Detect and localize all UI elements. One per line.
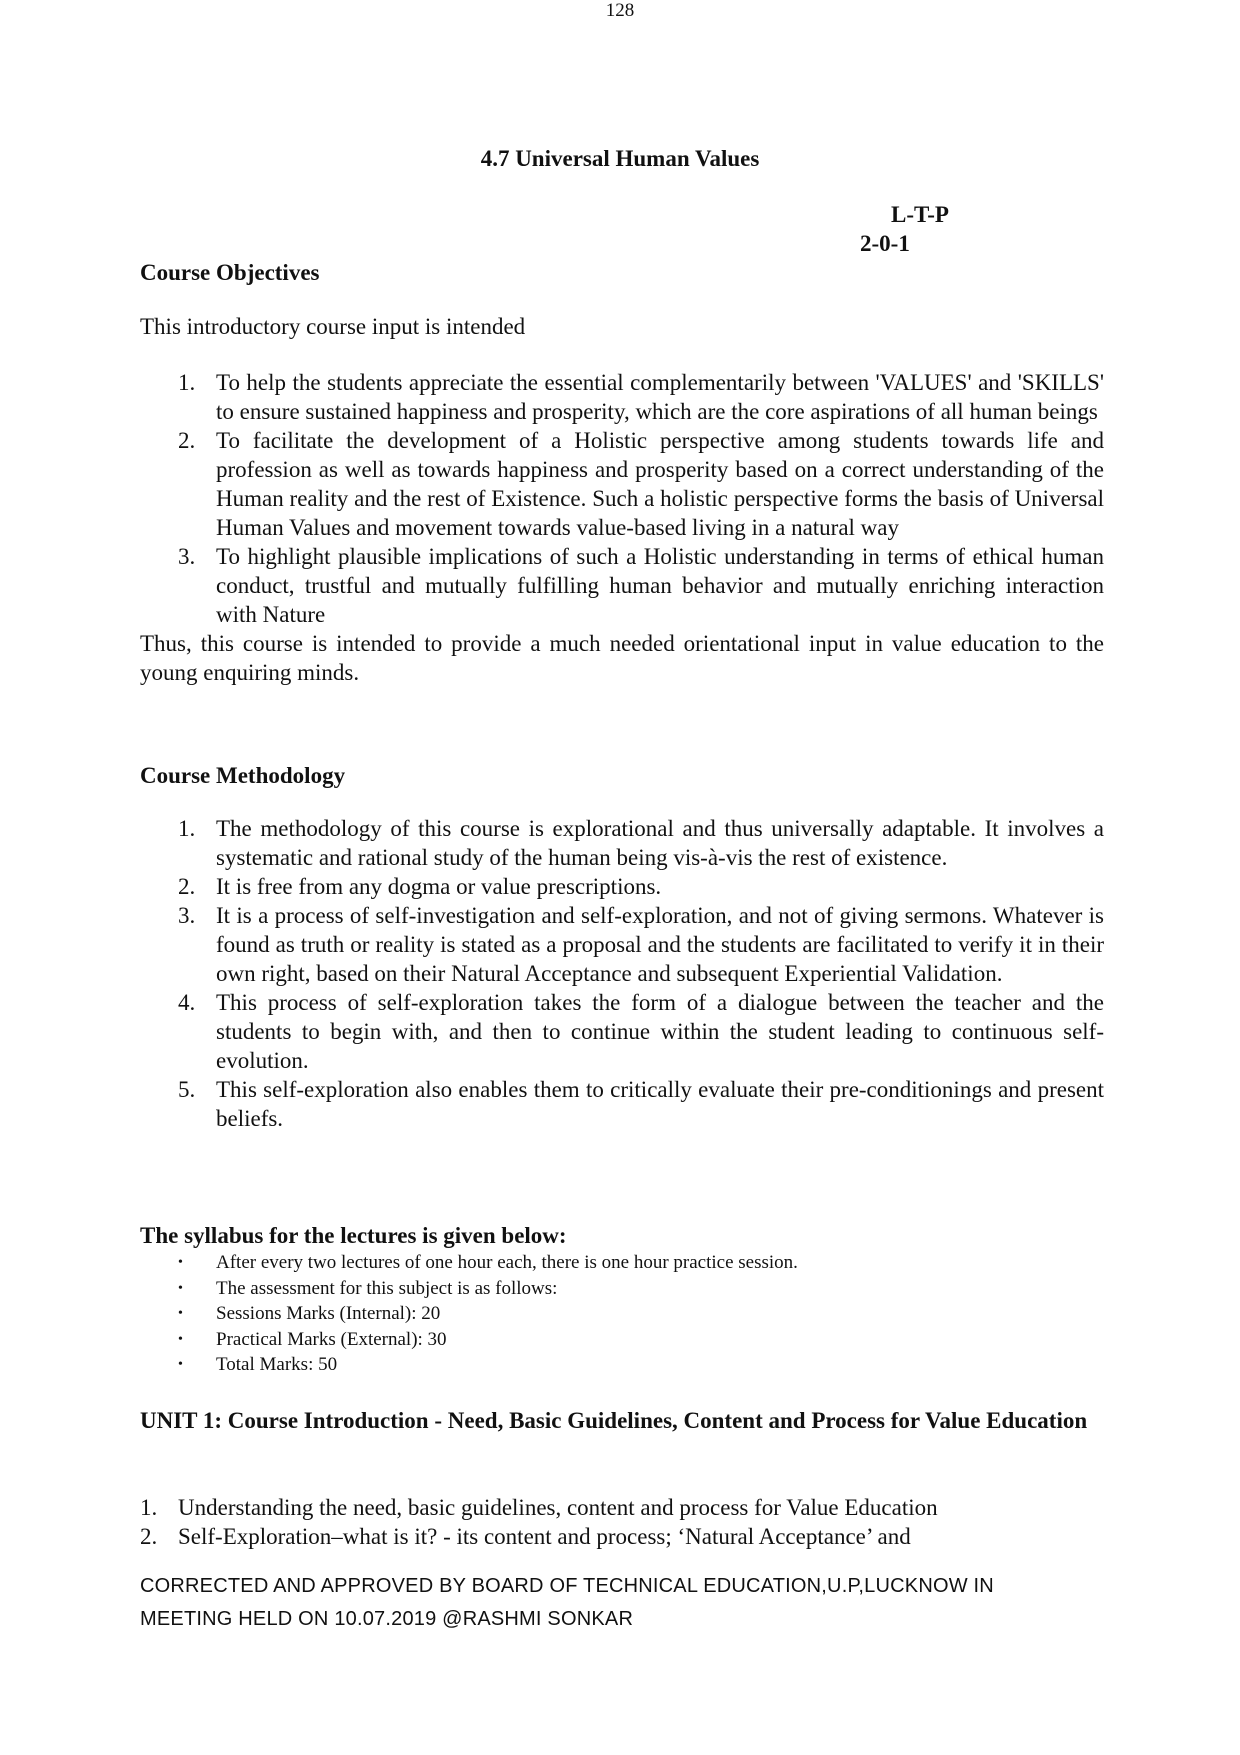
page-number: 128 xyxy=(605,0,635,21)
objective-text: To facilitate the development of a Holistic perspective among students towards life and profession as well as towards happiness and prosperity based on a correct understanding of the Human reality and the rest of Existence. Such a holistic perspective forms the basis of Universal Human Values and movement towards value-based living in a natural way xyxy=(216,428,1104,540)
methodology-item xyxy=(140,988,1104,1075)
methodology-item xyxy=(140,1075,1104,1133)
methodology-text: The methodology of this course is explorational and thus universally adaptable. It involves a systematic and rational study of the human being vis-à-vis the rest of existence. xyxy=(216,816,1104,870)
unit-1-item xyxy=(140,1522,1104,1551)
document-title: 4.7 Universal Human Values xyxy=(480,146,760,171)
bullet-icon: • xyxy=(178,1306,183,1321)
methodology-item xyxy=(140,901,1104,988)
methodology-number: 2. xyxy=(178,874,196,899)
methodology-text: It is a process of self-investigation and self-exploration, and not of giving sermons. Whatever is found as truth or reality is stated as a proposal and the students are facilitated to verify it in their own right, based on their Natural Acceptance and subsequent Experiential Validation. xyxy=(216,903,1104,986)
syllabus-bullet-text: The assessment for this subject is as follows: xyxy=(216,1277,558,1299)
syllabus-bullet-item xyxy=(140,1327,798,1353)
unit-1-item-number: 1. xyxy=(140,1495,158,1520)
objective-text: To highlight plausible implications of such a Holistic understanding in terms of ethical human conduct, trustful and mutually fulfilling human behavior and mutually enriching interaction with Nature xyxy=(216,544,1104,627)
bullet-icon: • xyxy=(178,1357,183,1372)
methodology-number: 1. xyxy=(178,816,196,841)
syllabus-bullet-item xyxy=(140,1276,798,1302)
bullet-icon: • xyxy=(178,1331,183,1347)
syllabus-bullet-text: Sessions Marks (Internal): 20 xyxy=(216,1303,441,1324)
methodology-number: 3. xyxy=(178,903,196,928)
objective-item xyxy=(140,368,1104,426)
footer-line-2: MEETING HELD ON 10.07.2019 @RASHMI SONKAR xyxy=(140,1608,634,1630)
page-footer xyxy=(140,1570,994,1636)
ltp-value: 2-0-1 xyxy=(860,231,910,256)
methodology-number: 4. xyxy=(178,990,196,1015)
objective-item xyxy=(140,426,1104,542)
methodology-number: 5. xyxy=(178,1077,196,1102)
methodology-item xyxy=(140,814,1104,872)
objective-number: 1. xyxy=(178,370,196,395)
syllabus-bullet-list xyxy=(140,1250,798,1378)
methodology-item xyxy=(140,872,1104,901)
unit-1-item-text: Understanding the need, basic guidelines, content and process for Value Education xyxy=(178,1495,938,1520)
unit-1-item-number: 2. xyxy=(140,1524,158,1549)
syllabus-bullet-item xyxy=(140,1301,798,1327)
bullet-icon: • xyxy=(178,1255,183,1270)
objectives-closing: Thus, this course is intended to provide a much needed orientational input in value education to the young enquiring minds. xyxy=(140,631,1104,685)
unit-1-item xyxy=(140,1493,1104,1522)
methodology-text: It is free from any dogma or value prescriptions. xyxy=(216,874,662,899)
syllabus-bullet-item xyxy=(140,1250,798,1276)
objectives-intro: This introductory course input is intended xyxy=(140,314,526,339)
methodology-text: This self-exploration also enables them to critically evaluate their pre-conditionings and present beliefs. xyxy=(216,1077,1104,1131)
ltp-label: L-T-P xyxy=(891,202,949,227)
syllabus-bullet-item xyxy=(140,1352,798,1378)
objectives-list xyxy=(140,368,1104,629)
methodology-section xyxy=(140,814,1104,1133)
syllabus-bullet-text: Practical Marks (External): 30 xyxy=(216,1328,447,1350)
objective-number: 2. xyxy=(178,428,196,453)
footer-line-1: CORRECTED AND APPROVED BY BOARD OF TECHNICAL EDUCATION,U.P,LUCKNOW IN xyxy=(140,1575,994,1597)
unit-1-item-text: Self-Exploration–what is it? - its content and process; ‘Natural Acceptance’ and xyxy=(178,1524,911,1549)
syllabus-bullet-text: After every two lectures of one hour each, there is one hour practice session. xyxy=(216,1252,798,1273)
objective-item xyxy=(140,542,1104,629)
objective-text: To help the students appreciate the essential complementarily between 'VALUES' and 'SKILLS' to ensure sustained happiness and prosperity, which are the core aspirations of all human beings xyxy=(216,370,1104,424)
bullet-icon: • xyxy=(178,1280,183,1296)
syllabus-heading: The syllabus for the lectures is given below: xyxy=(140,1223,567,1248)
course-objectives-heading: Course Objectives xyxy=(140,260,320,285)
course-methodology-heading: Course Methodology xyxy=(140,763,346,788)
methodology-list xyxy=(140,814,1104,1133)
unit-1-list xyxy=(140,1493,1104,1551)
methodology-text: This process of self-exploration takes the form of a dialogue between the teacher and the students to begin with, and then to continue within the student leading to continuous self-evolution. xyxy=(216,990,1104,1073)
objective-number: 3. xyxy=(178,544,196,569)
unit-1-heading: UNIT 1: Course Introduction - Need, Basic Guidelines, Content and Process for Value Education xyxy=(140,1408,1088,1433)
objectives-section xyxy=(140,368,1104,687)
syllabus-bullet-text: Total Marks: 50 xyxy=(216,1354,338,1375)
